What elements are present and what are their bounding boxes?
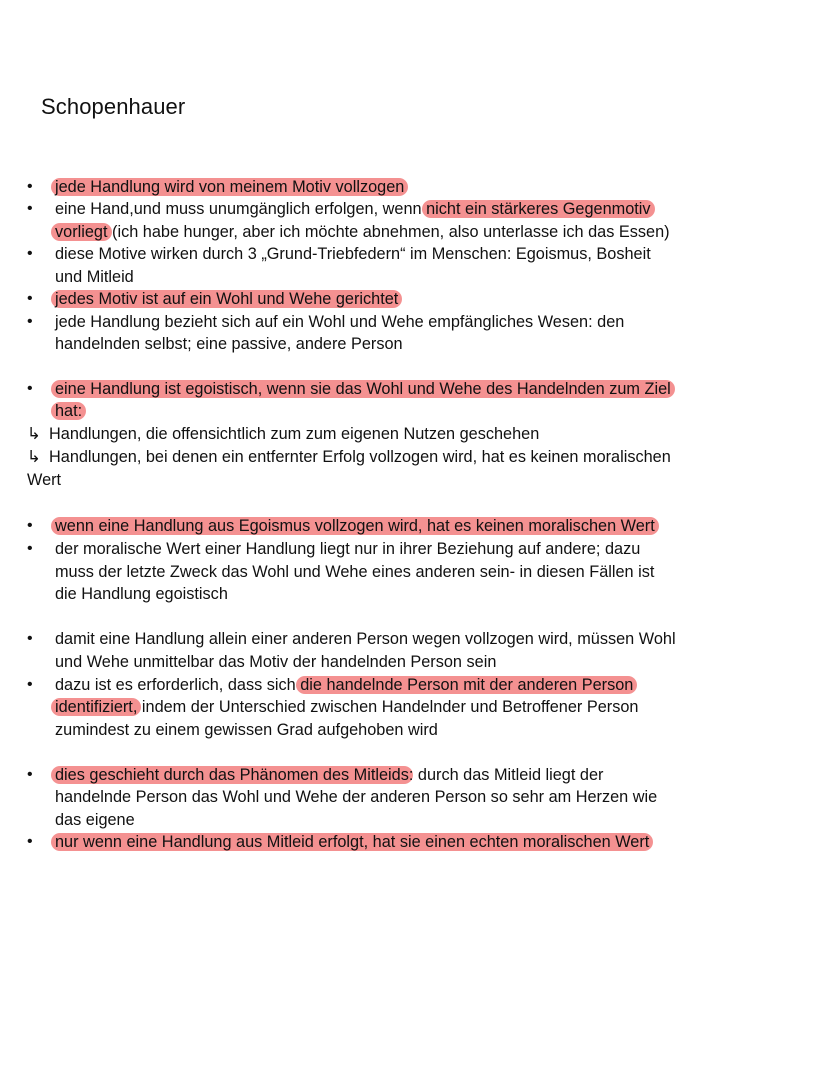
- list-item-continuation: die Handlung egoistisch: [55, 585, 228, 603]
- list-item: [55, 288, 398, 310]
- list-item: diese Motive wirken durch 3 „Grund-Triebfedern“ im Menschen: Egoismus, Bosheit: [55, 245, 651, 263]
- highlight: die handelnde Person mit der anderen Person: [296, 676, 637, 694]
- highlight: nur wenn eine Handlung aus Mitleid erfolgt, hat sie einen echten moralischen Wert: [51, 833, 653, 851]
- list-item: [55, 176, 404, 198]
- list-item-continuation: und Wehe unmittelbar das Motiv der handelnden Person sein: [55, 653, 497, 671]
- bullet-icon: •: [27, 313, 33, 330]
- bullet-icon: •: [27, 676, 33, 693]
- text: eine Hand,und muss unumgänglich erfolgen, wenn: [55, 200, 422, 218]
- bullet-icon: •: [27, 245, 33, 262]
- list-item-continuation: handelnden selbst; eine passive, andere Person: [55, 335, 403, 353]
- return-arrow-icon: ↳: [27, 425, 41, 443]
- highlight: hat:: [51, 402, 86, 420]
- list-item-continuation: [55, 400, 82, 422]
- list-item-continuation: handelnde Person das Wohl und Wehe der anderen Person so sehr am Herzen wie: [55, 788, 658, 806]
- highlight: wenn eine Handlung aus Egoismus vollzogen wird, hat es keinen moralischen Wert: [51, 517, 659, 535]
- bullet-icon: •: [27, 630, 33, 647]
- list-item: jede Handlung bezieht sich auf ein Wohl und Wehe empfängliches Wesen: den: [55, 313, 625, 331]
- bullet-icon: •: [27, 290, 33, 307]
- highlight: eine Handlung ist egoistisch, wenn sie das Wohl und Wehe des Handelnden zum Ziel: [51, 380, 675, 398]
- highlight: jedes Motiv ist auf ein Wohl und Wehe gerichtet: [51, 290, 402, 308]
- highlight: dies geschieht durch das Phänomen des Mitleids: [51, 766, 413, 784]
- list-item: [55, 378, 671, 400]
- highlight: vorliegt: [51, 223, 112, 241]
- sub-item: [27, 423, 539, 445]
- bullet-icon: •: [27, 517, 33, 534]
- bullet-icon: •: [27, 833, 33, 850]
- list-item-continuation: [55, 221, 670, 243]
- text: : durch das Mitleid liegt der: [408, 766, 604, 784]
- text: Handlungen, bei denen ein entfernter Erfolg vollzogen wird, hat es keinen moralischen: [49, 448, 671, 466]
- list-item: [55, 198, 651, 220]
- text: Handlungen, die offensichtlich zum zum eigenen Nutzen geschehen: [49, 425, 540, 443]
- bullet-icon: •: [27, 540, 33, 557]
- highlight: identifiziert,: [51, 698, 141, 716]
- sub-item: [27, 446, 671, 468]
- list-item: [55, 515, 655, 537]
- bullet-icon: •: [27, 380, 33, 397]
- list-item-continuation: das eigene: [55, 811, 135, 829]
- list-item-continuation: und Mitleid: [55, 268, 134, 286]
- list-item-continuation: [55, 696, 638, 718]
- bullet-icon: •: [27, 766, 33, 783]
- sub-item-continuation: Wert: [27, 471, 62, 489]
- list-item: [55, 674, 633, 696]
- return-arrow-icon: ↳: [27, 448, 41, 466]
- list-item: der moralische Wert einer Handlung liegt nur in ihrer Beziehung auf andere; dazu: [55, 540, 641, 558]
- text: (ich habe hunger, aber ich möchte abnehmen, also unterlasse ich das Essen): [112, 223, 670, 241]
- list-item: [55, 764, 603, 786]
- list-item: damit eine Handlung allein einer anderen Person wegen vollzogen wird, müssen Wohl: [55, 630, 676, 648]
- bullet-icon: •: [27, 178, 33, 195]
- bullet-icon: •: [27, 200, 33, 217]
- highlight: nicht ein stärkeres Gegenmotiv: [422, 200, 654, 218]
- text: dazu ist es erforderlich, dass sich: [55, 676, 296, 694]
- list-item-continuation: muss der letzte Zweck das Wohl und Wehe eines anderen sein- in diesen Fällen ist: [55, 563, 655, 581]
- list-item-continuation: zumindest zu einem gewissen Grad aufgehoben wird: [55, 721, 438, 739]
- text: indem der Unterschied zwischen Handelnder und Betroffener Person: [141, 698, 639, 716]
- highlight: jede Handlung wird von meinem Motiv vollzogen: [51, 178, 408, 196]
- list-item: [55, 831, 649, 853]
- page-title: Schopenhauer: [41, 94, 186, 119]
